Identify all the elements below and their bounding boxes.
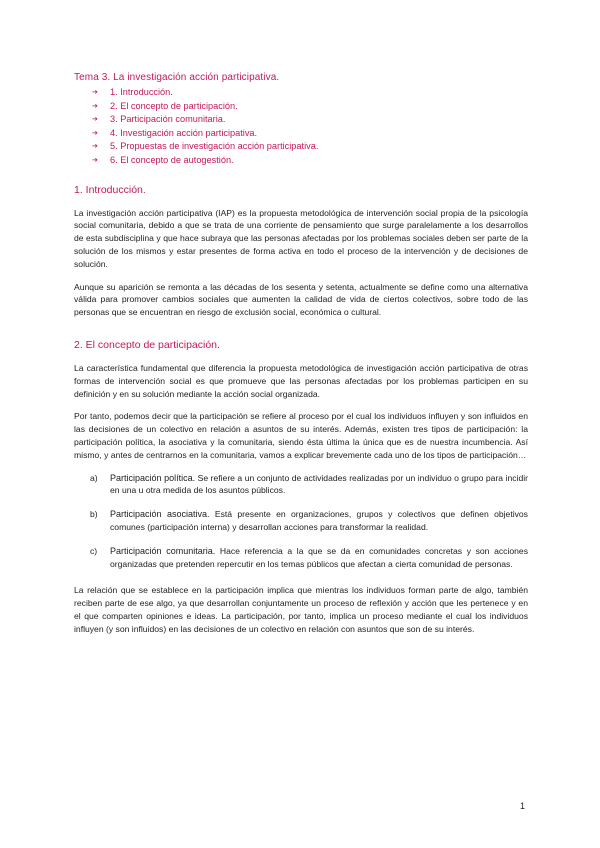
arrow-bullet-icon: ➔ (92, 143, 98, 151)
list-item (74, 508, 528, 534)
list-item-text (110, 472, 528, 498)
toc-item-label: 2. El concepto de participación. (110, 100, 238, 111)
list-item (74, 472, 528, 498)
type-description: Se refiere a un conjunto de actividades realizadas por un individuo o grupo para incidir en una u otra medida de los asuntos públicos. (110, 472, 529, 496)
paragraph: La característica fundamental que diferencia la propuesta metodológica de investigación acción participativa de otras formas de intervención social es que promueve que las personas afectadas por los problemas participen en su definición y en su solución mediante la acción social organizada. (74, 362, 528, 399)
list-item-text (110, 508, 528, 534)
list-item (74, 545, 528, 571)
arrow-bullet-icon: ➔ (92, 116, 98, 124)
arrow-bullet-icon: ➔ (92, 156, 98, 164)
type-description: Hace referencia a la que se da en comunidades concretas y son acciones organizadas que pretenden repercutir en los temas públicos que afectan a cierta comunidad de personas. (110, 545, 528, 569)
paragraph: Por tanto, podemos decir que la participación se refiere al proceso por el cual los individuos influyen y son influidos en las decisiones de un colectivo en relación a asuntos de su interés. Además, existen tres tipos de participación: la participación política, la asociativa y la comunitaria, siendo ésta última la única que es de nuestra incumbencia. Así mismo, y antes de centrarnos en la comunitaria, vamos a explicar brevemente cada uno de los tipos de participación… (74, 411, 528, 460)
section-heading-introduccion: 1. Introducción. (74, 183, 146, 196)
type-term: Participación política. (110, 472, 196, 483)
toc-item-label: 4. Investigación acción participativa. (110, 127, 258, 138)
toc-item (92, 154, 528, 168)
list-marker: c) (90, 545, 98, 556)
toc-item (92, 113, 528, 127)
list-item-text (110, 545, 528, 571)
toc-item (92, 86, 528, 100)
arrow-bullet-icon: ➔ (92, 102, 98, 110)
participation-types-list (74, 472, 528, 571)
list-marker: a) (90, 472, 98, 483)
toc-item-label: 3. Participación comunitaria. (110, 114, 226, 125)
toc-item (92, 140, 528, 154)
toc-item-label: 1. Introducción. (110, 87, 173, 97)
list-marker: b) (90, 509, 98, 520)
section-heading-participacion: 2. El concepto de participación. (74, 338, 220, 351)
type-term: Participación comunitaria. (110, 545, 216, 556)
page-content (74, 72, 528, 645)
arrow-bullet-icon: ➔ (92, 89, 98, 96)
toc-item (92, 100, 528, 114)
paragraph: Aunque su aparición se remonta a las décadas de los sesenta y setenta, actualmente se define como una alternativa válida para promover cambios sociales que aumenten la calidad de vida de ciertos colectivos, sobre todo de las personas que se encuentran en riesgo de exclusión social, económica o cultural. (74, 281, 528, 318)
type-term: Participación asociativa. (110, 509, 210, 520)
table-of-contents (74, 86, 528, 168)
paragraph: La investigación acción participativa (IAP) es la propuesta metodológica de intervención social propia de la psicología social comunitaria, debido a que se trata de una corriente de pensamiento que surge paralelamente a los desarrollos de esta subdisciplina y que hace subraya que las personas afectadas por los problemas sociales deben ser parte de la solución de los mismos y estar presentes de forma activa en todo el proceso de la intervención y de decisiones de solución. (74, 207, 528, 269)
page-number: 1 (519, 801, 525, 811)
toc-item-label: 5. Propuestas de investigación acción participativa. (110, 141, 319, 152)
toc-item (92, 127, 528, 141)
paragraph: La relación que se establece en la participación implica que mientras los individuos forman parte de algo, también reciben parte de ese algo, ya que desarrollan conjuntamente un proceso de reflexión y acción que les pertenece y en el que comparten opiniones e ideas. La participación, por tanto, implica un proceso mediante el cual los individuos influyen (y son influidos) en las decisiones de un colectivo en relación con asuntos que son de su interés. (74, 585, 528, 634)
toc-item-label: 6. El concepto de autogestión. (110, 154, 234, 165)
arrow-bullet-icon: ➔ (92, 129, 98, 137)
document-title: Tema 3. La investigación acción participativa. (74, 72, 280, 83)
type-description: Está presente en organizaciones, grupos y colectivos que definen objetivos comunes (participación interna) y desarrollan acciones para transformar la realidad. (110, 509, 528, 532)
